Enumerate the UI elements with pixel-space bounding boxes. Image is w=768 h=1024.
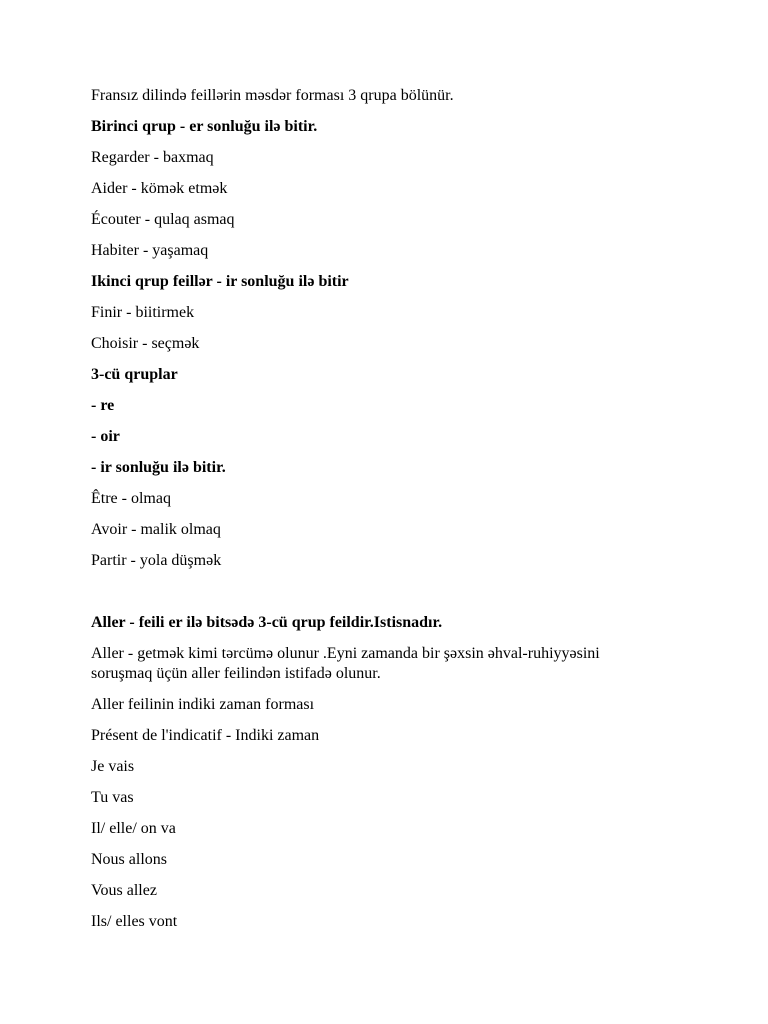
conj-ils-elles: Ils/ elles vont [91,913,178,930]
conj-nous: Nous allons [91,851,167,868]
conj-tu: Tu vas [91,789,134,806]
heading-group-3: 3-cü qruplar [91,366,178,383]
heading-group-2: Ikinci qrup feillər - ir sonluğu ilə bitir [91,273,349,290]
verb-avoir: Avoir - malik olmaq [91,521,221,538]
conj-vous: Vous allez [91,882,157,899]
aller-description-line-2: soruşmaq üçün aller feilindən istifadə olunur. [91,665,381,682]
verb-ecouter: Écouter - qulaq asmaq [91,211,235,228]
intro-sentence: Fransız dilində feillərin məsdər forması 3 qrupa bölünür. [91,87,454,104]
verb-regarder: Regarder - baxmaq [91,149,214,166]
verb-aider: Aider - kömək etmək [91,180,228,197]
aller-description [91,644,691,684]
present-indicatif-title: Présent de l'indicatif - Indiki zaman [91,727,320,744]
verb-partir: Partir - yola düşmək [91,552,222,569]
ending-oir: - oir [91,428,120,445]
ending-re: - re [91,397,115,414]
heading-group-1: Birinci qrup - er sonluğu ilə bitir. [91,118,318,135]
verb-finir: Finir - biitirmek [91,304,195,321]
verb-choisir: Choisir - seçmək [91,335,200,352]
aller-description-line-1: Aller - getmək kimi tərcümə olunur .Eyni zamanda bir şəxsin əhval-ruhiyyəsini [91,645,600,662]
ending-ir: - ir sonluğu ilə bitir. [91,459,226,476]
aller-present-form-title: Aller feilinin indiki zaman forması [91,696,315,713]
verb-habiter: Habiter - yaşamaq [91,242,209,259]
verb-etre: Être - olmaq [91,490,171,507]
aller-exception-heading: Aller - feili er ilə bitsədə 3-cü qrup feildir.Istisnadır. [91,614,443,631]
conj-il-elle-on: Il/ elle/ on va [91,820,176,837]
conj-je: Je vais [91,758,135,775]
document-body [91,86,691,943]
